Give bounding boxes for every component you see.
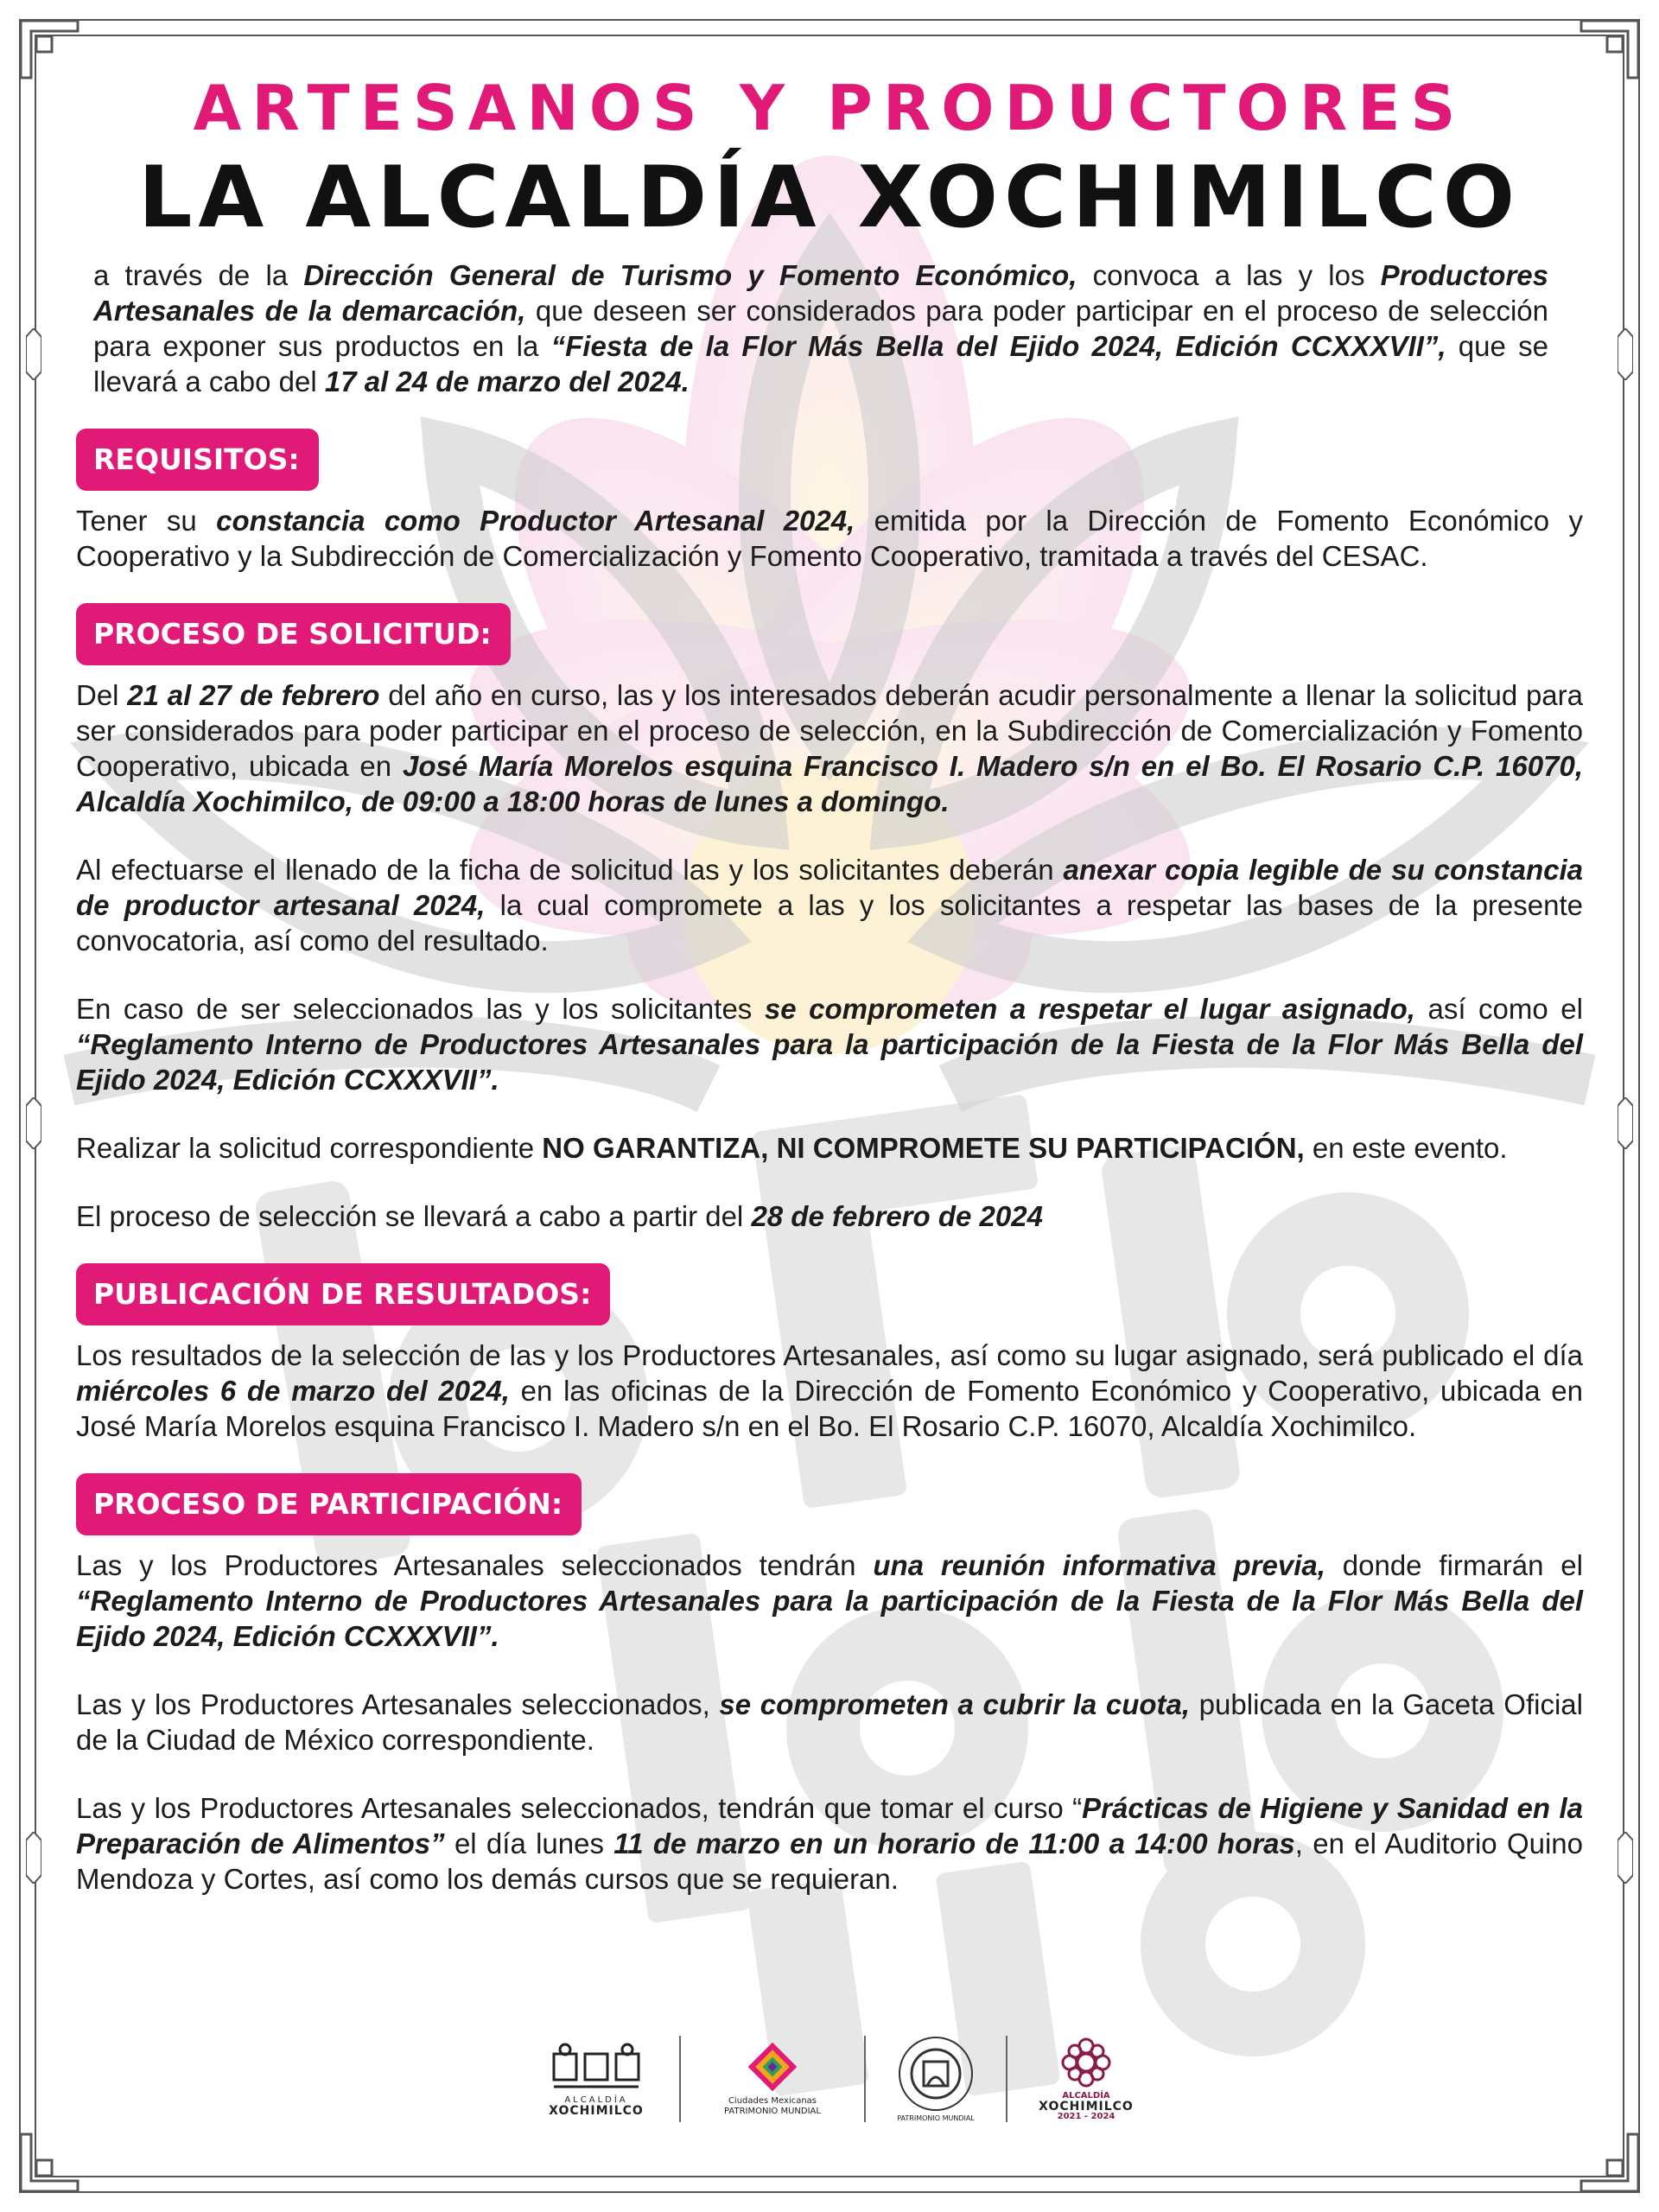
resultados-paragraph: Los resultados de la selección de las y los Productores Artesanales, así como su lugar asignado, será publicado el día miércoles 6 de marzo del 2024, en las oficinas de la Dirección de Fomento Económico y Cooperativo, ubicada en José María Morelos esquina Francisco I. Madero s/n en el Bo. El Rosario C.P. 16070, Alcaldía Xochimilco. xyxy=(76,1339,1583,1442)
logo-divider xyxy=(1006,2036,1007,2122)
participacion-paragraph-2: Las y los Productores Artesanales seleccionados, se comprometen a cubrir la cuota, publicada en la Gaceta Oficial de la Ciudad de México correspondiente. xyxy=(76,1688,1583,1756)
solicitud-paragraph-4: Realizar la solicitud correspondiente NO GARANTIZA, NI COMPROMETE SU PARTICIPACIÓN, en este evento. xyxy=(76,1132,1508,1164)
header-title-artesanos: ARTESANOS Y PRODUCTORES xyxy=(193,72,1466,144)
logo-xochimilco-line1: ALCALDÍA xyxy=(1062,2090,1110,2101)
badge-requisitos: REQUISITOS: xyxy=(76,429,319,491)
requisitos-paragraph: Tener su constancia como Productor Artesanal 2024, emitida por la Dirección de Fomento Económico y Cooperativo y la Subdirección de Comercialización y Fomento Cooperativo, tramitada a través del CESAC. xyxy=(76,505,1583,572)
side-ornament-icon xyxy=(26,1832,41,1884)
side-ornament-icon xyxy=(1618,328,1633,380)
logo-patrimonio-mundial xyxy=(888,2029,983,2128)
solicitud-paragraph-2: Al efectuarse el llenado de la ficha de solicitud las y los solicitantes deberán anexar copia legible de su constancia de productor artesanal 2024, la cual compromete a las y los solicitantes a respetar las bases de la presente convocatoria, así como del resultado. xyxy=(76,854,1584,957)
logo-alcaldia-line2: XOCHIMILCO xyxy=(549,2103,644,2118)
corner-ornament-icon xyxy=(1580,2133,1640,2193)
section-solicitud xyxy=(76,603,1583,1234)
corner-ornament-icon xyxy=(19,2133,79,2193)
logo-ciudades-line2: PATRIMONIO MUNDIAL xyxy=(724,2106,821,2116)
logo-ciudades-line1: Ciudades Mexicanas xyxy=(728,2095,817,2106)
footer-logos xyxy=(536,2029,1158,2128)
logo-xochimilco-line2: XOCHIMILCO xyxy=(1039,2099,1134,2113)
side-ornament-icon xyxy=(1618,1097,1633,1149)
logo-divider xyxy=(679,2036,681,2122)
solicitud-paragraph-5: El proceso de selección se llevará a cabo a partir del 28 de febrero de 2024 xyxy=(76,1200,1043,1232)
solicitud-paragraph-3: En caso de ser seleccionados las y los solicitantes se comprometen a respetar el lugar asignado, así como el “Reglamento Interno de Productores Artesanales para la participación de la Fiesta de la Flor Más Bella del Ejido 2024, Edición CCXXXVII”. xyxy=(76,993,1583,1096)
logo-xochimilco-2021-2024 xyxy=(1030,2029,1142,2128)
section-resultados xyxy=(76,1263,1583,1444)
badge-participacion: PROCESO DE PARTICIPACIÓN: xyxy=(76,1473,582,1535)
solicitud-paragraph-1: Del 21 al 27 de febrero del año en curso, las y los interesados deberán acudir personalmente a llenar la solicitud para ser considerados para poder participar en el proceso de selección, en la Subdirección de Comercialización y Fomento Cooperativo, ubicada en José María Morelos esquina Francisco I. Madero s/n en el Bo. El Rosario C.P. 16070, Alcaldía Xochimilco, de 09:00 a 18:00 horas de lunes a domingo. xyxy=(76,679,1583,817)
world-heritage-icon xyxy=(896,2034,976,2113)
logo-xochimilco-line3: 2021 - 2024 xyxy=(1057,2111,1116,2121)
logo-ciudades-patrimonio xyxy=(703,2029,842,2128)
logo-alcaldia-xochimilco xyxy=(536,2029,657,2128)
side-ornament-icon xyxy=(26,328,41,380)
intro-paragraph: a través de la Dirección General de Turismo y Fomento Económico, convoca a las y los Productores Artesanales de la demarcación, que deseen ser considerados para poder participar en el proceso de selección para exponer sus productos en la “Fiesta de la Flor Más Bella del Ejido 2024, Edición CCXXXVII”, que se llevará a cabo del 17 al 24 de marzo del 2024. xyxy=(93,259,1549,397)
logo-patrimonio-text: PATRIMONIO MUNDIAL xyxy=(897,2113,975,2122)
alcaldia-emblem-icon xyxy=(549,2042,644,2092)
header-title-alcaldia: LA ALCALDÍA XOCHIMILCO xyxy=(137,149,1522,247)
side-ornament-icon xyxy=(26,1097,41,1149)
xochimilco-flower-icon xyxy=(1059,2036,1113,2089)
logo-alcaldia-line1: ALCALDÍA xyxy=(564,2094,628,2105)
ciudades-patrimonio-icon xyxy=(747,2041,798,2093)
section-participacion xyxy=(76,1473,1583,1897)
participacion-paragraph-3: Las y los Productores Artesanales seleccionados, tendrán que tomar el curso “Prácticas de Higiene y Sanidad en la Preparación de Alimentos” el día lunes 11 de marzo en un horario de 11:00 a 14:00 horas, en el Auditorio Quino Mendoza y Cortes, así como los demás cursos que se requieran. xyxy=(76,1792,1584,1895)
logo-divider xyxy=(864,2036,866,2122)
participacion-paragraph-1: Las y los Productores Artesanales seleccionados tendrán una reunión informativa previa, donde firmarán el “Reglamento Interno de Productores Artesanales para la participación de la Fiesta de la Flor Más Bella del Ejido 2024, Edición CCXXXVII”. xyxy=(76,1549,1583,1652)
section-requisitos xyxy=(76,429,1583,574)
badge-resultados: PUBLICACIÓN DE RESULTADOS: xyxy=(76,1263,610,1325)
side-ornament-icon xyxy=(1618,1832,1633,1884)
badge-solicitud: PROCESO DE SOLICITUD: xyxy=(76,603,511,665)
corner-ornament-icon xyxy=(19,19,79,79)
corner-ornament-icon xyxy=(1580,19,1640,79)
document-body xyxy=(76,69,1583,1897)
